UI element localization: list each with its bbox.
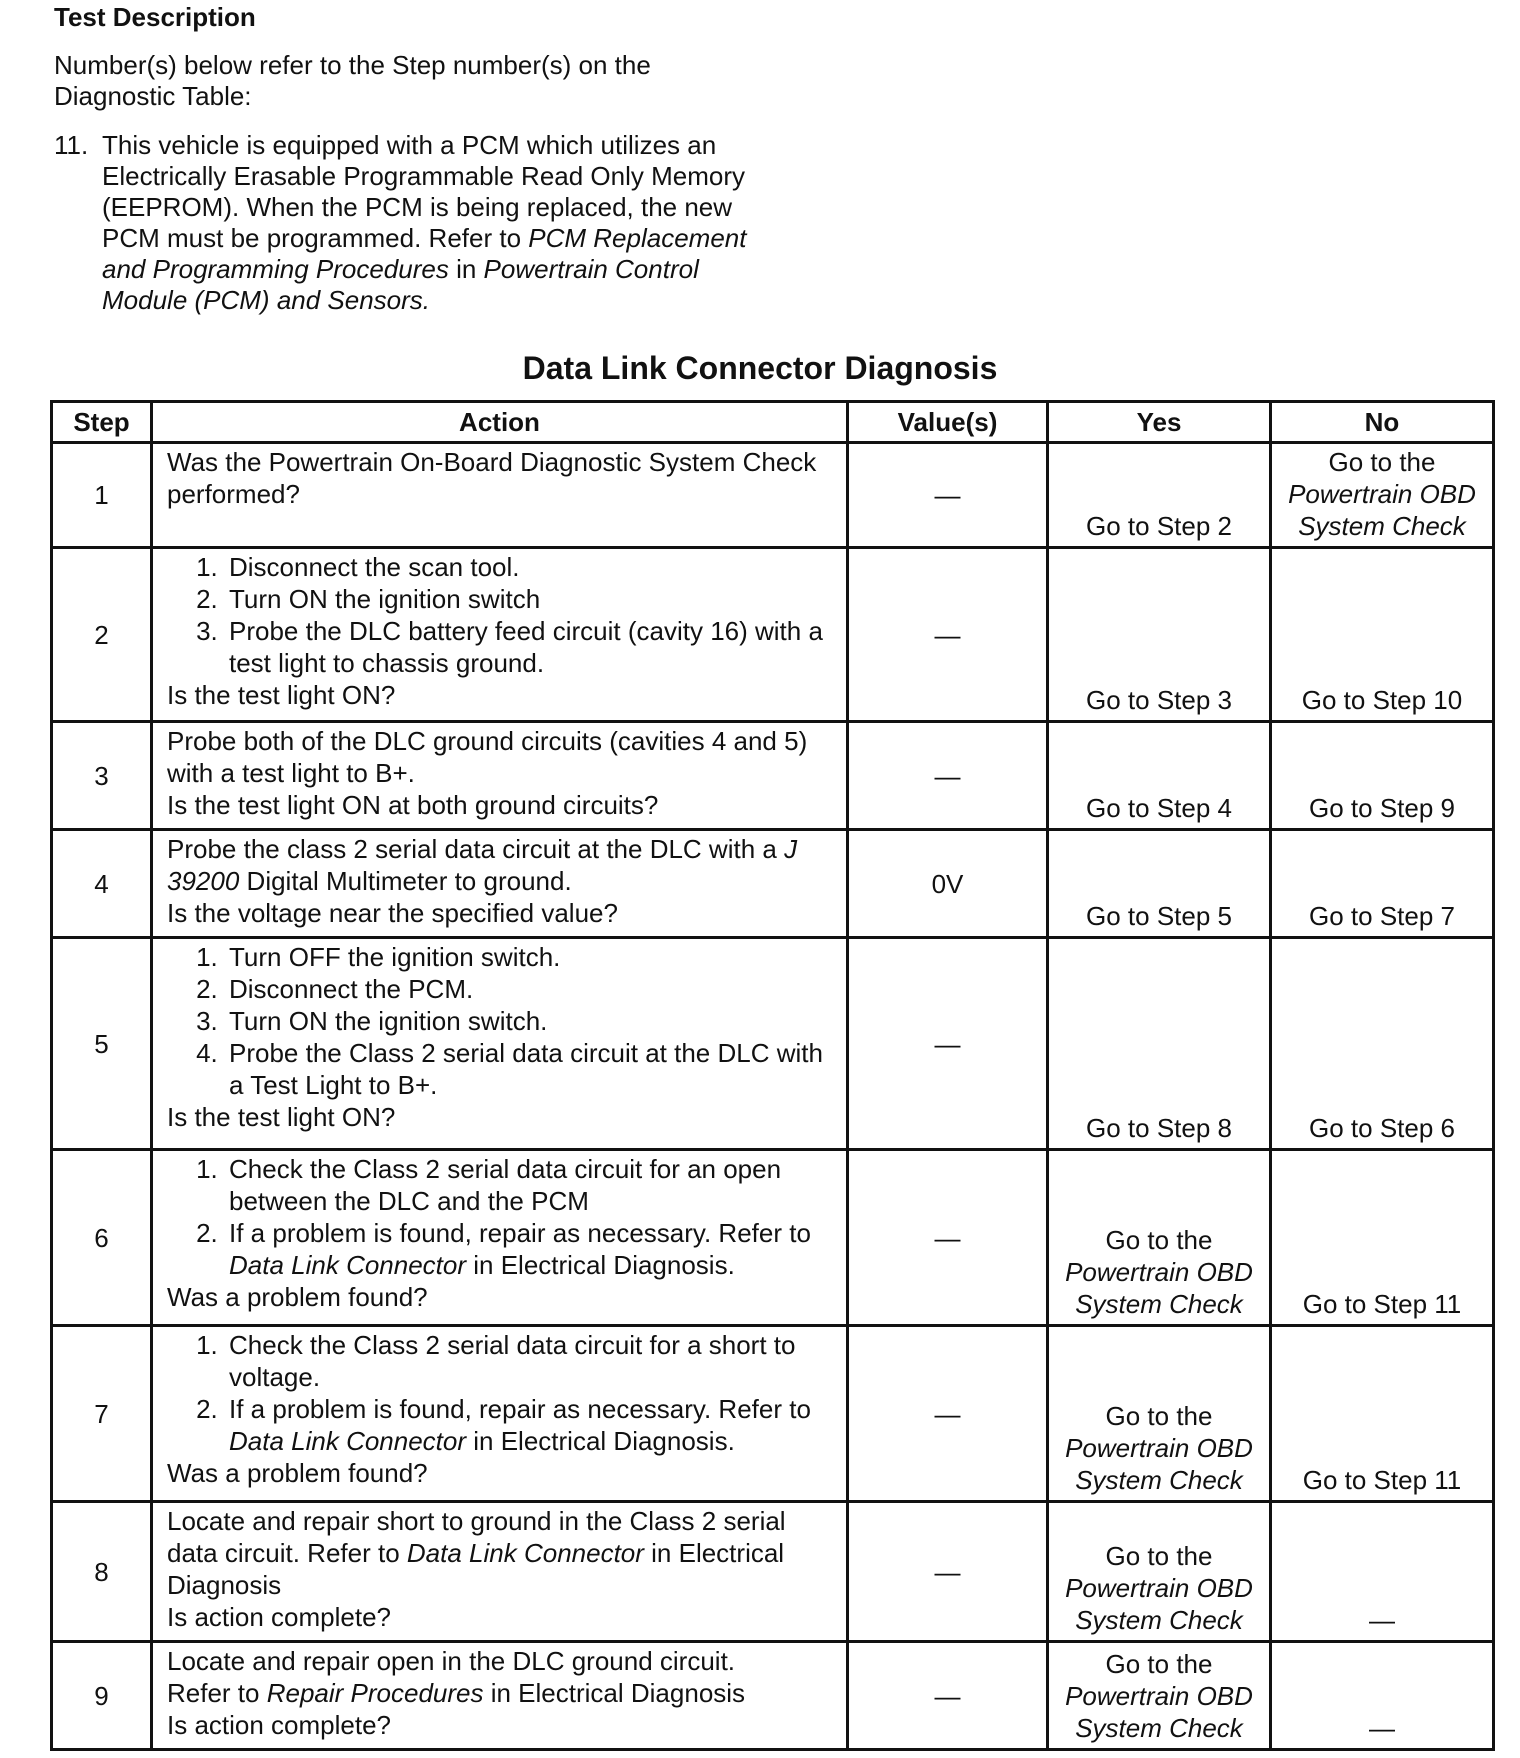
yes-reference bbox=[1053, 1604, 1265, 1636]
action-text-part: Locate and repair short to ground in the Class 2 serial data circuit. Refer to bbox=[167, 1506, 786, 1568]
yes-reference bbox=[1053, 1680, 1265, 1712]
table-row bbox=[52, 443, 1494, 548]
action-text-part: in Electrical Diagnosis. bbox=[466, 1426, 735, 1456]
action-step: 3. Probe the DLC battery feed circuit (cavity 16) with a test light to chassis ground. bbox=[225, 615, 836, 679]
action-cell bbox=[152, 722, 848, 830]
action-cell bbox=[152, 1642, 848, 1750]
no-cell: Go to Step 10 bbox=[1271, 548, 1494, 722]
table-row bbox=[52, 722, 1494, 830]
action-question: Is the test light ON at both ground circuits? bbox=[167, 790, 659, 820]
action-cell bbox=[152, 830, 848, 938]
value-cell: — bbox=[848, 1642, 1048, 1750]
action-steps bbox=[167, 941, 836, 1101]
action-text-part: If a problem is found, repair as necessary. Refer to bbox=[229, 1218, 811, 1248]
no-cell: Go to Step 11 bbox=[1271, 1150, 1494, 1326]
action-cell: Was the Powertrain On-Board Diagnostic System Check performed? bbox=[152, 443, 848, 548]
yes-cell bbox=[1048, 1642, 1271, 1750]
reference-powertrain-obd: Powertrain OBD bbox=[1288, 479, 1476, 509]
tool-reference: J 39200 bbox=[167, 834, 798, 896]
yes-goto-label: Go to the bbox=[1105, 1541, 1213, 1571]
action-question: Is the test light ON? bbox=[167, 680, 396, 710]
action-text bbox=[167, 1677, 836, 1709]
yes-cell: Go to Step 4 bbox=[1048, 722, 1271, 830]
value-cell: — bbox=[848, 1150, 1048, 1326]
note-text: This vehicle is equipped with a PCM which utilizes an Electrically Erasable Programmable Read Only Memory (EEPROM). When the PCM is being replaced, the new PCM must be programmed. Refer to bbox=[102, 130, 746, 253]
no-cell bbox=[1271, 443, 1494, 548]
reference-system-check: System Check bbox=[1075, 1465, 1243, 1495]
action-text-part: in Electrical Diagnosis bbox=[167, 1538, 785, 1600]
action-question: Was a problem found? bbox=[167, 1458, 428, 1488]
table-row bbox=[52, 830, 1494, 938]
action-text bbox=[167, 1505, 836, 1601]
table-row bbox=[52, 548, 1494, 722]
action-step: 3. Turn ON the ignition switch. bbox=[225, 1005, 836, 1037]
action-cell bbox=[152, 548, 848, 722]
step-number: 8 bbox=[52, 1502, 152, 1642]
value-cell: — bbox=[848, 722, 1048, 830]
column-header-yes: Yes bbox=[1048, 402, 1271, 443]
test-description-note bbox=[54, 130, 774, 316]
reference-powertrain-obd: Powertrain OBD bbox=[1065, 1257, 1253, 1287]
step-number: 9 bbox=[52, 1642, 152, 1750]
reference-system-check: System Check bbox=[1075, 1713, 1243, 1743]
column-header-step: Step bbox=[52, 402, 152, 443]
step-number: 7 bbox=[52, 1326, 152, 1502]
yes-cell bbox=[1048, 1150, 1271, 1326]
yes-reference bbox=[1053, 1288, 1265, 1320]
reference-system-check: System Check bbox=[1298, 511, 1466, 541]
action-steps bbox=[167, 1329, 836, 1457]
reference-powertrain-obd: Powertrain OBD bbox=[1065, 1433, 1253, 1463]
step-number: 6 bbox=[52, 1150, 152, 1326]
yes-reference bbox=[1053, 1712, 1265, 1744]
note-number: 11. bbox=[54, 130, 89, 160]
value-cell: — bbox=[848, 938, 1048, 1150]
value-cell: — bbox=[848, 1326, 1048, 1502]
table-header-row bbox=[52, 402, 1494, 443]
action-steps bbox=[167, 1153, 836, 1281]
action-steps bbox=[167, 551, 836, 679]
step-number: 3 bbox=[52, 722, 152, 830]
action-text-part: Probe the class 2 serial data circuit at the DLC with a bbox=[167, 834, 785, 864]
procedure-reference: Data Link Connector bbox=[229, 1250, 467, 1280]
no-reference bbox=[1276, 510, 1488, 542]
no-cell: Go to Step 11 bbox=[1271, 1326, 1494, 1502]
yes-reference bbox=[1053, 1572, 1265, 1604]
action-step: 1. Disconnect the scan tool. bbox=[225, 551, 836, 583]
note-reference: PCM Replacement and Programming Procedures bbox=[102, 223, 747, 284]
action-step: 1. Check the Class 2 serial data circuit for an open between the DLC and the PCM bbox=[225, 1153, 836, 1217]
column-header-action: Action bbox=[152, 402, 848, 443]
note-body bbox=[102, 130, 774, 316]
action-step: 1. Turn OFF the ignition switch. bbox=[225, 941, 836, 973]
action-question: Is the voltage near the specified value? bbox=[167, 898, 618, 928]
intro-text: Number(s) below refer to the Step number(s) on the Diagnostic Table: bbox=[54, 50, 651, 111]
yes-goto-label: Go to the bbox=[1105, 1225, 1213, 1255]
action-question: Was a problem found? bbox=[167, 1282, 428, 1312]
procedure-reference: Repair Procedures bbox=[266, 1678, 484, 1708]
action-step bbox=[225, 1393, 836, 1457]
yes-reference bbox=[1053, 1256, 1265, 1288]
column-header-values: Value(s) bbox=[848, 402, 1048, 443]
action-question: Is action complete? bbox=[167, 1710, 392, 1740]
yes-cell: Go to Step 5 bbox=[1048, 830, 1271, 938]
value-cell: — bbox=[848, 548, 1048, 722]
column-header-no: No bbox=[1271, 402, 1494, 443]
diagnostic-table bbox=[50, 400, 1495, 1751]
yes-goto-label: Go to the bbox=[1105, 1649, 1213, 1679]
no-cell: Go to Step 7 bbox=[1271, 830, 1494, 938]
value-cell: — bbox=[848, 443, 1048, 548]
action-cell bbox=[152, 1150, 848, 1326]
yes-goto-label: Go to the bbox=[1105, 1401, 1213, 1431]
action-question: Is action complete? bbox=[167, 1602, 392, 1632]
table-row bbox=[52, 1326, 1494, 1502]
yes-cell: Go to Step 8 bbox=[1048, 938, 1271, 1150]
table-row bbox=[52, 1150, 1494, 1326]
no-cell: — bbox=[1271, 1502, 1494, 1642]
procedure-reference: Data Link Connector bbox=[229, 1426, 467, 1456]
step-number: 5 bbox=[52, 938, 152, 1150]
yes-cell: Go to Step 2 bbox=[1048, 443, 1271, 548]
no-cell: — bbox=[1271, 1642, 1494, 1750]
action-step bbox=[225, 1217, 836, 1281]
yes-reference bbox=[1053, 1432, 1265, 1464]
action-cell bbox=[152, 938, 848, 1150]
table-row bbox=[52, 1642, 1494, 1750]
action-step: 2. Disconnect the PCM. bbox=[225, 973, 836, 1005]
no-cell: Go to Step 9 bbox=[1271, 722, 1494, 830]
action-cell bbox=[152, 1326, 848, 1502]
no-reference bbox=[1276, 478, 1488, 510]
action-text-part: Digital Multimeter to ground. bbox=[239, 866, 572, 896]
section-heading: Test Description bbox=[54, 2, 256, 32]
yes-cell bbox=[1048, 1502, 1271, 1642]
yes-cell bbox=[1048, 1326, 1271, 1502]
action-text-part: If a problem is found, repair as necessary. Refer to bbox=[229, 1394, 811, 1424]
action-question: Is the test light ON? bbox=[167, 1102, 396, 1132]
step-number: 1 bbox=[52, 443, 152, 548]
procedure-reference: Data Link Connector bbox=[406, 1538, 644, 1568]
step-number: 4 bbox=[52, 830, 152, 938]
no-cell: Go to Step 6 bbox=[1271, 938, 1494, 1150]
value-cell: — bbox=[848, 1502, 1048, 1642]
action-text bbox=[167, 833, 836, 897]
action-step: 4. Probe the Class 2 serial data circuit at the DLC with a Test Light to B+. bbox=[225, 1037, 836, 1101]
table-row bbox=[52, 938, 1494, 1150]
action-text: Locate and repair open in the DLC ground circuit. bbox=[167, 1646, 736, 1676]
action-text-part: in Electrical Diagnosis bbox=[483, 1678, 746, 1708]
value-cell: 0V bbox=[848, 830, 1048, 938]
reference-powertrain-obd: Powertrain OBD bbox=[1065, 1681, 1253, 1711]
reference-system-check: System Check bbox=[1075, 1289, 1243, 1319]
action-text-part: Refer to bbox=[167, 1678, 267, 1708]
note-reference: Powertrain Control Module (PCM) and Sensors. bbox=[102, 254, 699, 315]
action-step: 2. Turn ON the ignition switch bbox=[225, 583, 836, 615]
step-number: 2 bbox=[52, 548, 152, 722]
action-cell bbox=[152, 1502, 848, 1642]
action-step: 1. Check the Class 2 serial data circuit for a short to voltage. bbox=[225, 1329, 836, 1393]
action-text: Probe both of the DLC ground circuits (cavities 4 and 5) with a test light to B+. bbox=[167, 726, 808, 788]
yes-cell: Go to Step 3 bbox=[1048, 548, 1271, 722]
yes-reference bbox=[1053, 1464, 1265, 1496]
reference-powertrain-obd: Powertrain OBD bbox=[1065, 1573, 1253, 1603]
table-row bbox=[52, 1502, 1494, 1642]
action-text-part: in Electrical Diagnosis. bbox=[466, 1250, 735, 1280]
note-text: in bbox=[448, 254, 484, 284]
no-goto-label: Go to the bbox=[1328, 447, 1436, 477]
reference-system-check: System Check bbox=[1075, 1605, 1243, 1635]
table-title: Data Link Connector Diagnosis bbox=[522, 350, 998, 386]
